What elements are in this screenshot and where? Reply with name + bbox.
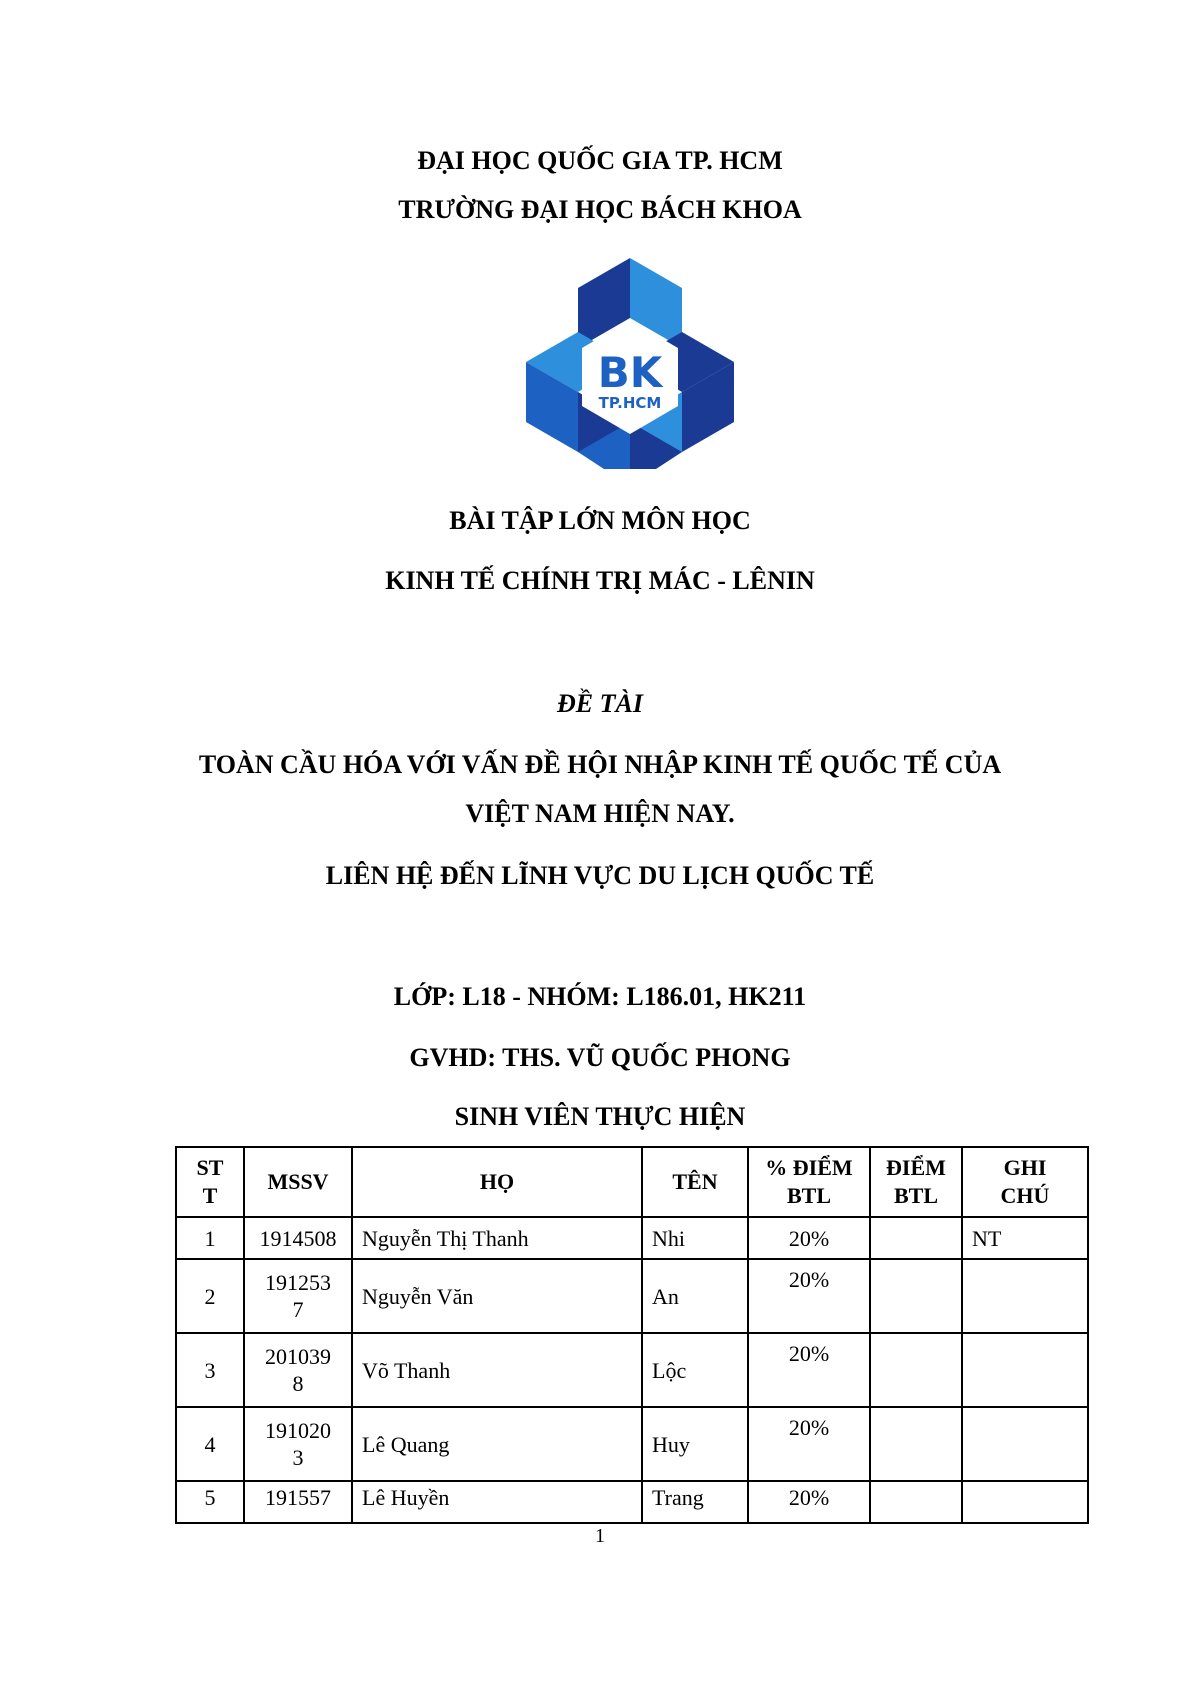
topic-title-line3: LIÊN HỆ ĐẾN LĨNH VỰC DU LỊCH QUỐC TẾ — [325, 861, 875, 890]
cell-mssv: 191557 — [244, 1481, 352, 1523]
cell-ten: Huy — [642, 1407, 748, 1481]
header-ghichu: GHI CHÚ — [962, 1147, 1088, 1217]
table-row — [176, 1333, 1088, 1407]
cell-ten: An — [642, 1259, 748, 1333]
cell-ghichu — [962, 1481, 1088, 1523]
topic-label: ĐỀ TÀI — [557, 689, 643, 718]
cell-stt: 1 — [176, 1217, 244, 1259]
cell-ho: Nguyễn Văn — [352, 1259, 642, 1333]
cell-diem — [870, 1407, 962, 1481]
cell-ten: Trang — [642, 1481, 748, 1523]
class-group: LỚP: L18 - NHÓM: L186.01, HK211 — [393, 982, 807, 1011]
header-ho: HỌ — [352, 1147, 642, 1217]
cell-ho: Lê Quang — [352, 1407, 642, 1481]
cell-mssv: 1914508 — [244, 1217, 352, 1259]
assignment-line1: BÀI TẬP LỚN MÔN HỌC — [449, 506, 751, 535]
university-name: ĐẠI HỌC QUỐC GIA TP. HCM — [417, 146, 783, 175]
table-row — [176, 1217, 1088, 1259]
instructor: GVHD: THS. VŨ QUỐC PHONG — [409, 1043, 791, 1072]
header-ten: TÊN — [642, 1147, 748, 1217]
logo-bk-text: BK — [597, 348, 663, 397]
cell-mssv: 191020 3 — [244, 1407, 352, 1481]
cell-ghichu — [962, 1333, 1088, 1407]
students-heading: SINH VIÊN THỰC HIỆN — [454, 1102, 746, 1131]
cell-mssv: 191253 7 — [244, 1259, 352, 1333]
topic-title-line2: VIỆT NAM HIỆN NAY. — [465, 799, 735, 828]
cell-stt: 3 — [176, 1333, 244, 1407]
cell-ho: Lê Huyền — [352, 1481, 642, 1523]
header-stt: ST T — [176, 1147, 244, 1217]
school-name: TRƯỜNG ĐẠI HỌC BÁCH KHOA — [398, 195, 802, 224]
table-row — [176, 1407, 1088, 1481]
table-row — [176, 1481, 1088, 1523]
cell-pct: 20% — [748, 1407, 870, 1481]
cell-stt: 2 — [176, 1259, 244, 1333]
page-number: 1 — [595, 1525, 605, 1547]
cell-diem — [870, 1481, 962, 1523]
cell-ten: Nhi — [642, 1217, 748, 1259]
cell-ho: Võ Thanh — [352, 1333, 642, 1407]
cell-ghichu — [962, 1259, 1088, 1333]
cell-diem — [870, 1217, 962, 1259]
cell-pct: 20% — [748, 1333, 870, 1407]
students-table — [175, 1146, 1089, 1524]
cell-ghichu — [962, 1407, 1088, 1481]
header-diem: ĐIỂM BTL — [870, 1147, 962, 1217]
assignment-line2: KINH TẾ CHÍNH TRỊ MÁC - LÊNIN — [385, 566, 815, 595]
header-mssv: MSSV — [244, 1147, 352, 1217]
cell-stt: 5 — [176, 1481, 244, 1523]
cell-pct: 20% — [748, 1259, 870, 1333]
logo-tphcm-text: TP.HCM — [598, 394, 662, 412]
cell-ghichu: NT — [962, 1217, 1088, 1259]
cell-diem — [870, 1333, 962, 1407]
cell-pct: 20% — [748, 1481, 870, 1523]
cell-ten: Lộc — [642, 1333, 748, 1407]
cell-mssv: 201039 8 — [244, 1333, 352, 1407]
cell-stt: 4 — [176, 1407, 244, 1481]
topic-title-line1: TOÀN CẦU HÓA VỚI VẤN ĐỀ HỘI NHẬP KINH TẾ QUỐC TẾ CỦA — [198, 750, 1002, 779]
cell-pct: 20% — [748, 1217, 870, 1259]
cell-ho: Nguyễn Thị Thanh — [352, 1217, 642, 1259]
header-pct-diem: % ĐIỂM BTL — [748, 1147, 870, 1217]
bk-logo — [524, 256, 736, 471]
table-row — [176, 1259, 1088, 1333]
table-header-row — [176, 1147, 1088, 1217]
cell-diem — [870, 1259, 962, 1333]
